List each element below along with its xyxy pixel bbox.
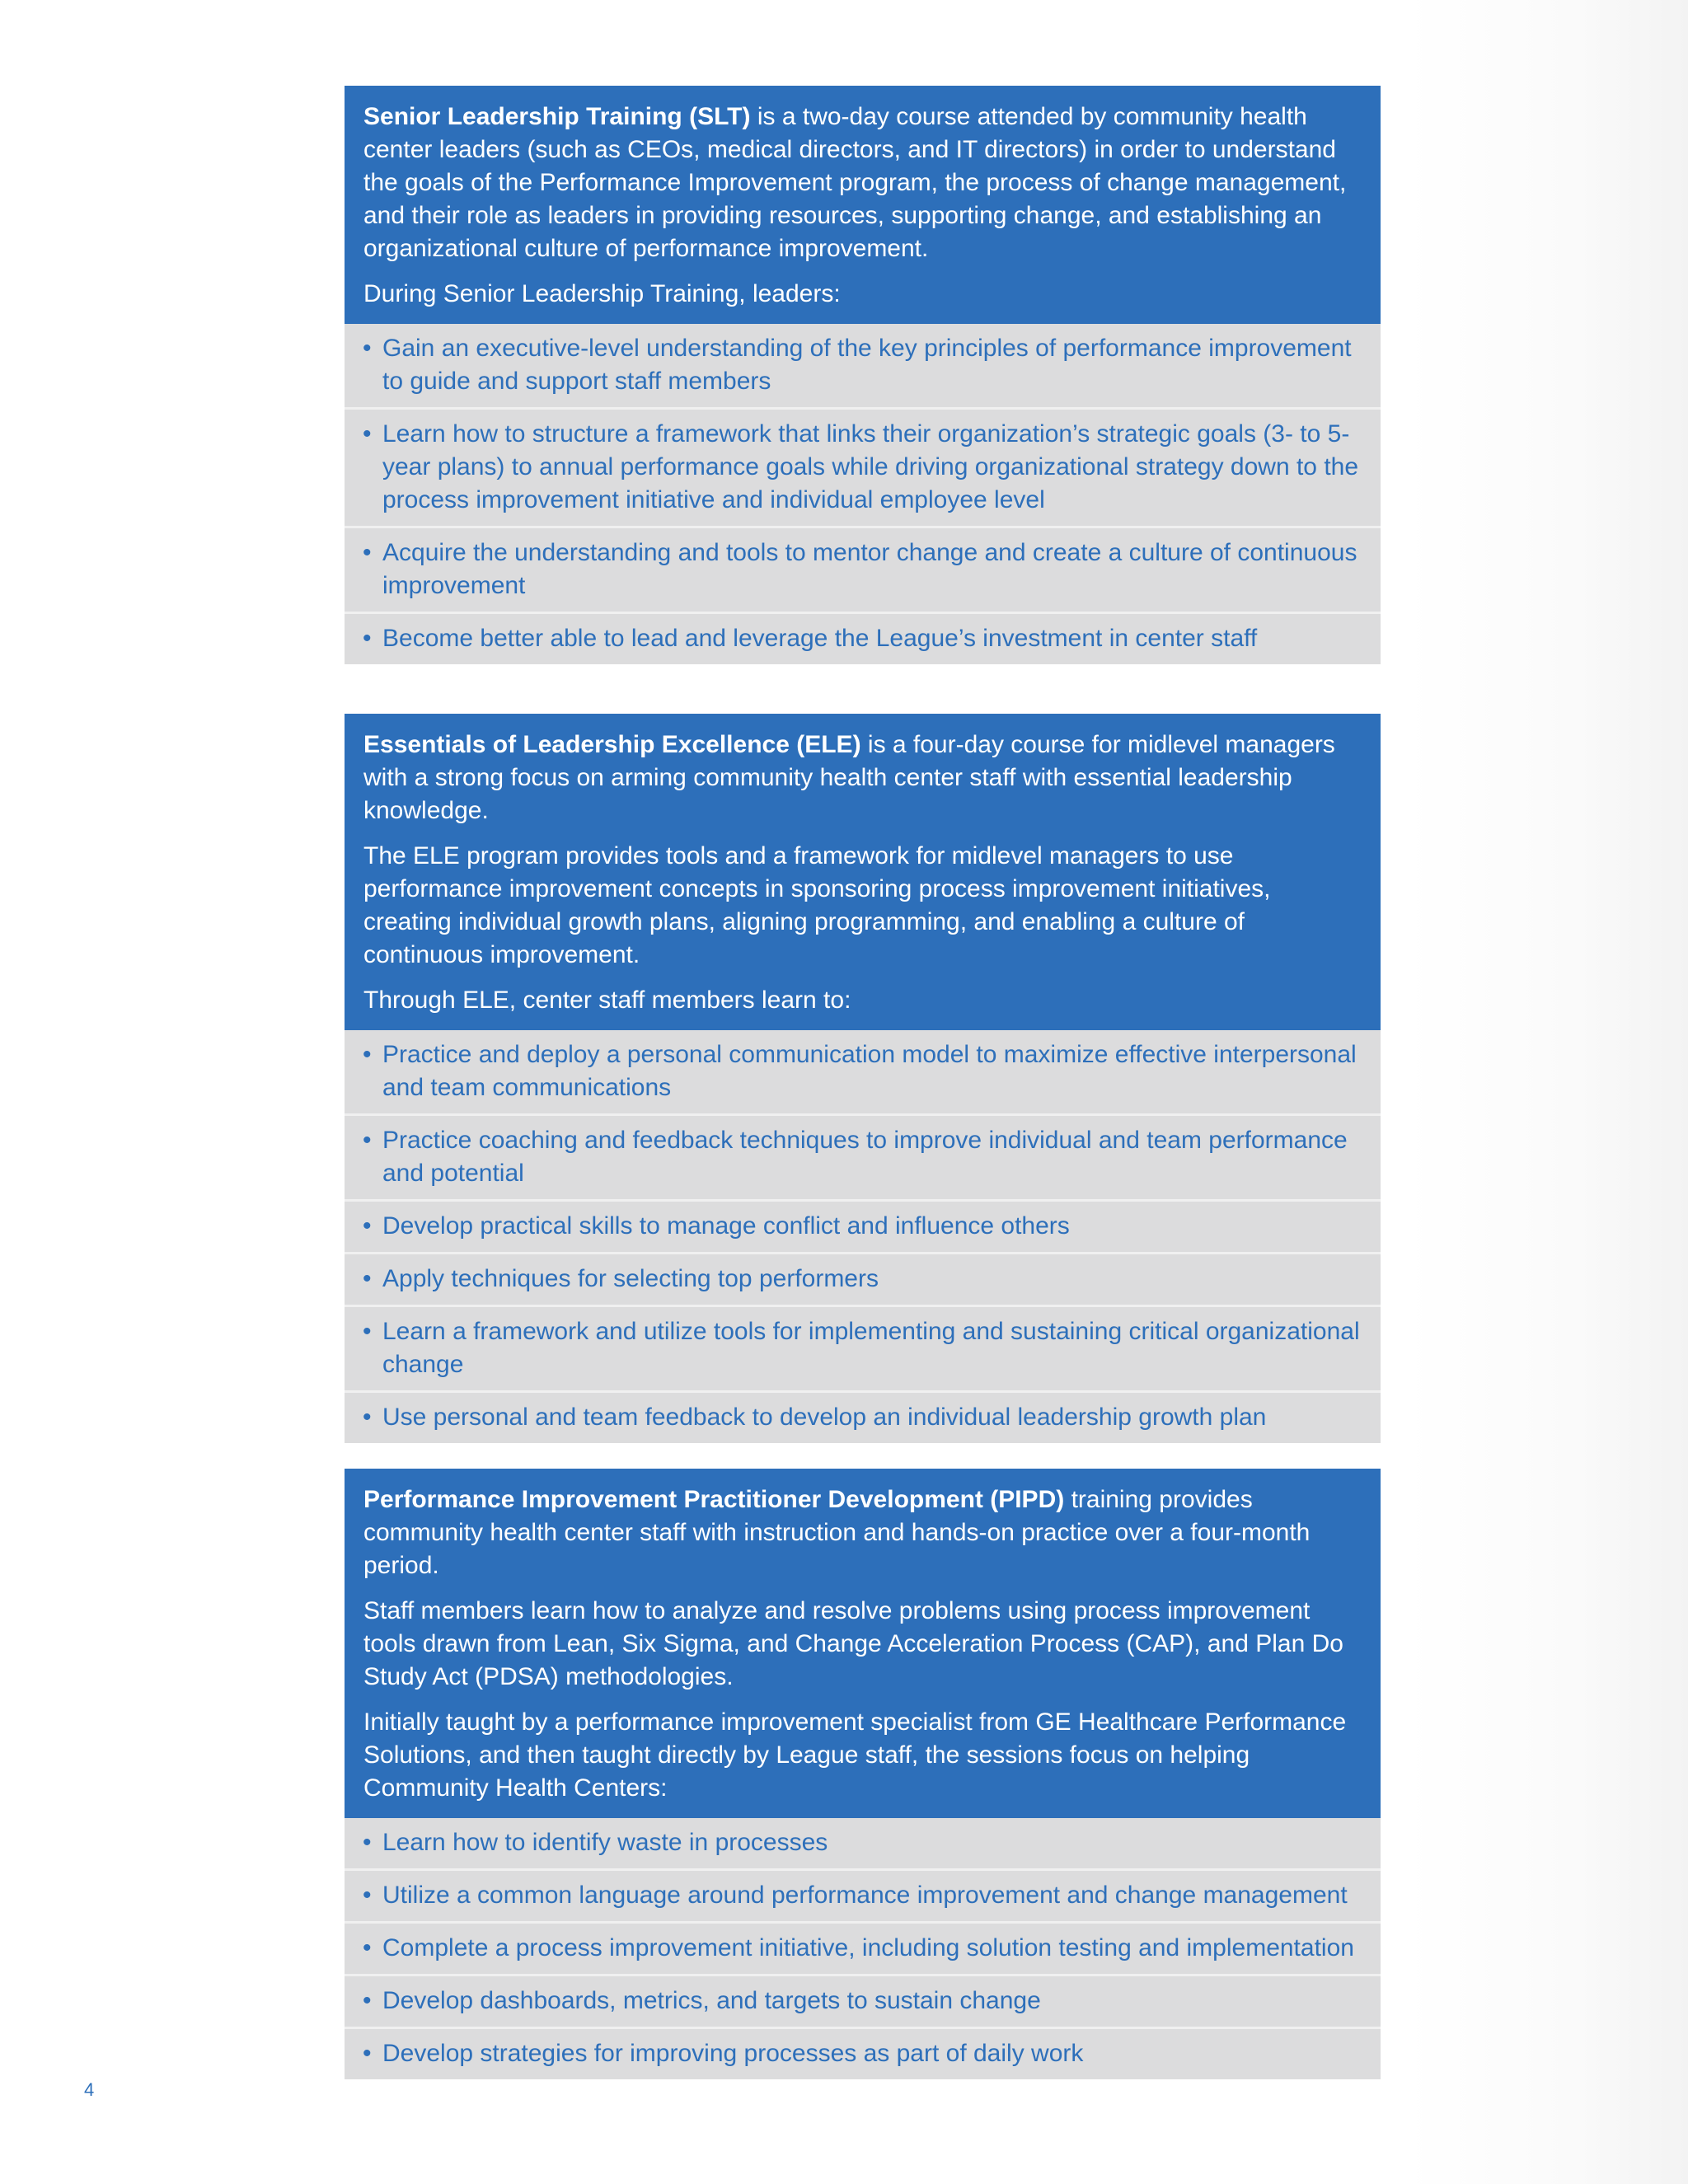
pipd-section — [345, 1469, 1381, 2079]
bullet-icon: • — [363, 335, 372, 362]
list-item — [345, 2027, 1381, 2079]
list-item — [345, 612, 1381, 664]
list-item-text: Gain an executive-level understanding of the key principles of performance improvement to guide and support staff members — [382, 335, 1352, 395]
list-item-text: Learn how to structure a framework that links their organization’s strategic goals (3- to 5-year plans) to annual performance goals while driving organizational strategy down to the process improvement initiative and individual employee level — [382, 420, 1359, 513]
bullet-icon: • — [363, 1318, 372, 1345]
list-item — [345, 1199, 1381, 1252]
list-item — [345, 1868, 1381, 1921]
list-item — [345, 1818, 1381, 1868]
ele-bullet-list — [345, 1030, 1381, 1443]
slt-bullet-list — [345, 324, 1381, 664]
list-item — [345, 1390, 1381, 1443]
list-item-text: Learn how to identify waste in processes — [382, 1829, 828, 1856]
list-item-text: Learn a framework and utilize tools for implementing and sustaining critical organizational change — [382, 1318, 1360, 1378]
bullet-icon: • — [363, 1127, 372, 1154]
slt-lead-in: During Senior Leadership Training, leaders: — [363, 280, 841, 307]
bullet-icon: • — [363, 1041, 372, 1068]
bullet-icon: • — [363, 1987, 372, 2014]
bullet-icon: • — [363, 1265, 372, 1292]
list-item-text: Develop strategies for improving processes as part of daily work — [382, 2040, 1084, 2067]
bullet-icon: • — [363, 1829, 372, 1856]
slt-section — [345, 86, 1381, 664]
list-item — [345, 1252, 1381, 1305]
pipd-title: Performance Improvement Practitioner Development (PIPD) — [363, 1486, 1065, 1513]
ele-header-box — [345, 714, 1381, 1030]
bullet-icon: • — [363, 1882, 372, 1909]
slt-intro-text: is a two-day course attended by community health center leaders (such as CEOs, medical directors, and IT directors) in order to understand the goals of the Performance Improvement program, the process of change management, and their role as leaders in providing resources, supporting change, and establishing an organizational culture of performance improvement. — [363, 103, 1347, 262]
bullet-icon: • — [363, 1212, 372, 1240]
list-item — [345, 526, 1381, 612]
pipd-bullet-list — [345, 1818, 1381, 2079]
list-item-text: Utilize a common language around performance improvement and change management — [382, 1882, 1348, 1909]
bullet-icon: • — [363, 539, 372, 566]
ele-intro-text: is a four-day course for midlevel managers with a strong focus on arming community health center staff with essential leadership knowledge. — [363, 731, 1335, 824]
page-edge-shade — [1408, 0, 1688, 2184]
pipd-intro-text: training provides community health center staff with instruction and hands-on practice over a four-month period. — [363, 1486, 1311, 1579]
list-item — [345, 407, 1381, 526]
ele-title: Essentials of Leadership Excellence (ELE) — [363, 731, 861, 758]
list-item-text: Develop dashboards, metrics, and targets to sustain change — [382, 1987, 1041, 2014]
pipd-lead-in: Initially taught by a performance improvement specialist from GE Healthcare Performance Solutions, and then taught directly by League staff, the sessions focus on helping Community Health Centers: — [363, 1708, 1347, 1802]
slt-title: Senior Leadership Training (SLT) — [363, 103, 751, 130]
list-item — [345, 1921, 1381, 1974]
bullet-icon: • — [363, 2040, 372, 2067]
list-item — [345, 1305, 1381, 1390]
ele-lead-in: Through ELE, center staff members learn to: — [363, 987, 851, 1014]
list-item — [345, 1974, 1381, 2027]
list-item — [345, 324, 1381, 407]
list-item-text: Apply techniques for selecting top performers — [382, 1265, 879, 1292]
list-item — [345, 1030, 1381, 1113]
page-number: 4 — [84, 2079, 95, 2100]
bullet-icon: • — [363, 1934, 372, 1961]
pipd-paragraph: Staff members learn how to analyze and resolve problems using process improvement tools drawn from Lean, Six Sigma, and Change Acceleration Process (CAP), and Plan Do Study Act (PDSA) methodologies. — [363, 1597, 1343, 1690]
list-item-text: Develop practical skills to manage conflict and influence others — [382, 1212, 1070, 1240]
ele-paragraph: The ELE program provides tools and a framework for midlevel managers to use performance improvement concepts in sponsoring process improvement initiatives, creating individual growth plans, aligning programming, and enabling a culture of continuous improvement. — [363, 842, 1271, 968]
pipd-intro — [363, 1483, 1362, 1582]
list-item-text: Acquire the understanding and tools to mentor change and create a culture of continuous improvement — [382, 539, 1357, 599]
list-item-text: Practice and deploy a personal communication model to maximize effective interpersonal and team communications — [382, 1041, 1357, 1101]
list-item-text: Become better able to lead and leverage the League’s investment in center staff — [382, 625, 1258, 652]
ele-section — [345, 714, 1381, 1443]
pipd-header-box — [345, 1469, 1381, 1818]
ele-intro — [363, 729, 1362, 827]
bullet-icon: • — [363, 625, 372, 652]
bullet-icon: • — [363, 1404, 372, 1431]
list-item-text: Practice coaching and feedback techniques to improve individual and team performance and potential — [382, 1127, 1348, 1187]
list-item — [345, 1113, 1381, 1199]
slt-intro — [363, 101, 1362, 265]
list-item-text: Use personal and team feedback to develop an individual leadership growth plan — [382, 1404, 1267, 1431]
slt-header-box — [345, 86, 1381, 324]
bullet-icon: • — [363, 420, 372, 448]
list-item-text: Complete a process improvement initiative, including solution testing and implementation — [382, 1934, 1354, 1961]
